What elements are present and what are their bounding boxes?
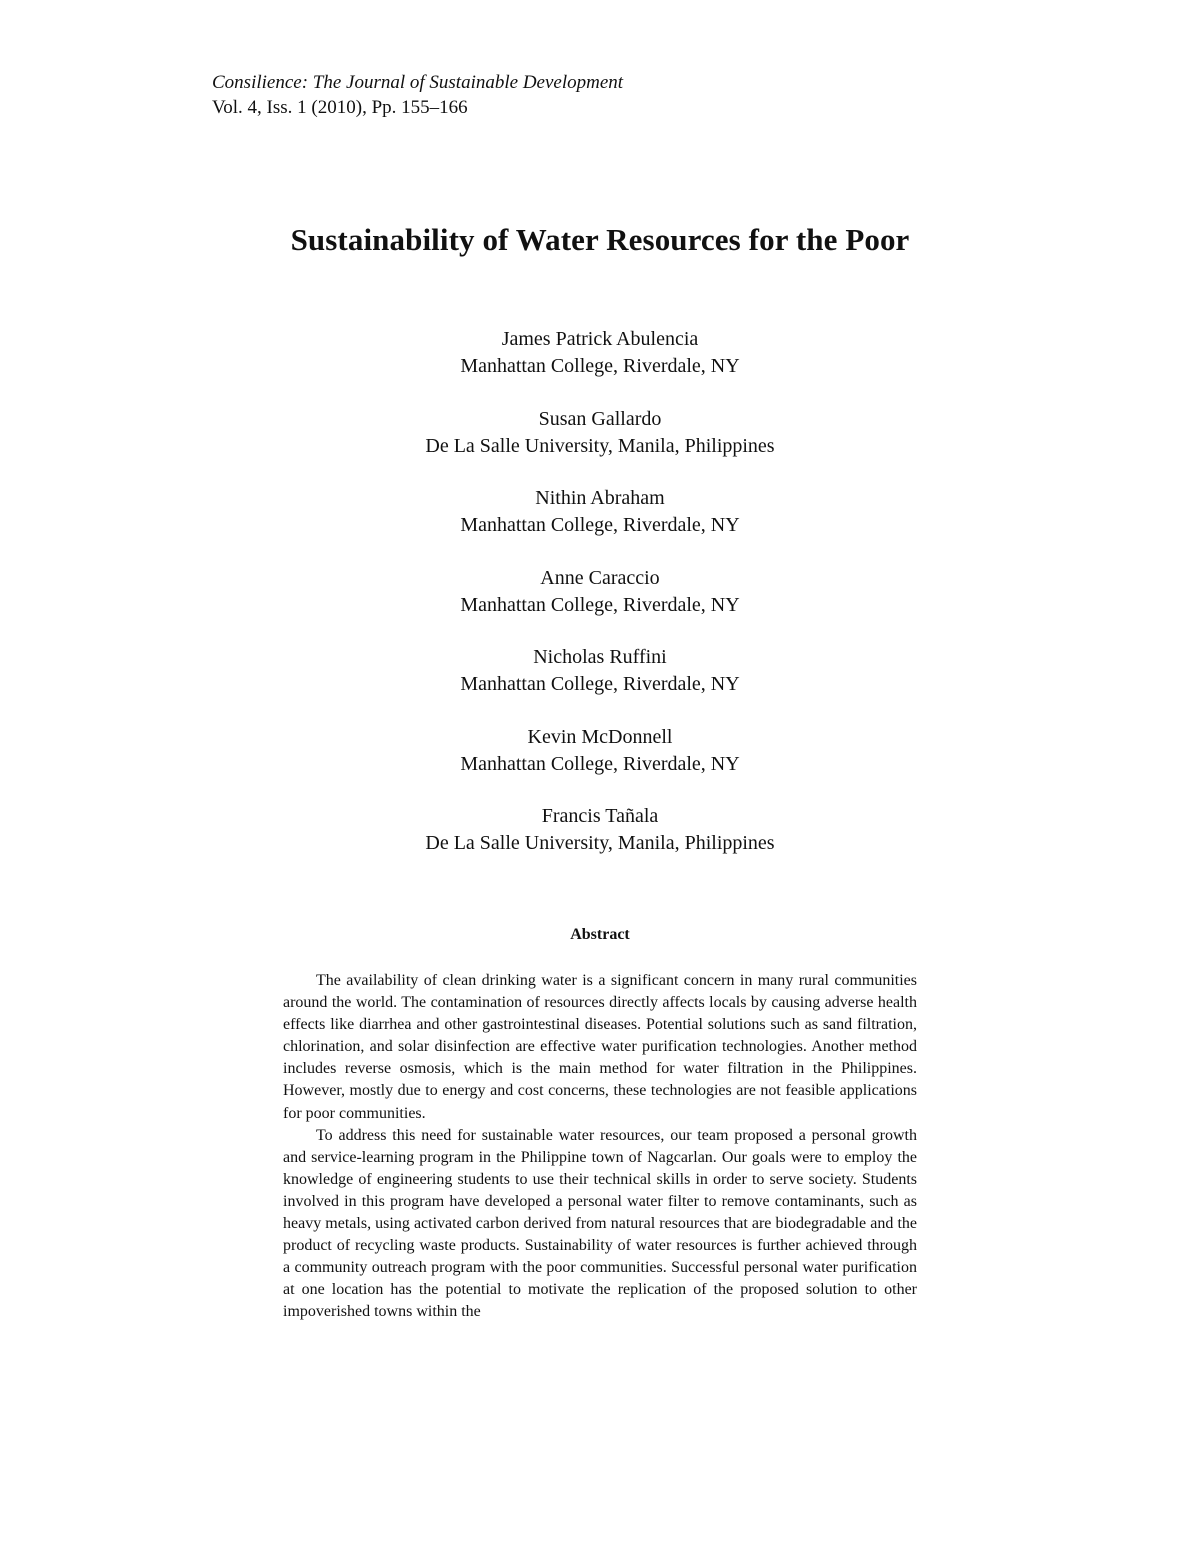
author-affiliation: De La Salle University, Manila, Philippines xyxy=(425,832,775,854)
author-name: Nicholas Ruffini xyxy=(533,646,667,668)
author-block xyxy=(0,724,1200,804)
author-name: Susan Gallardo xyxy=(538,407,662,430)
author-name: Anne Caraccio xyxy=(540,566,660,589)
journal-header xyxy=(212,70,623,120)
paper-title: Sustainability of Water Resources for the Poor xyxy=(290,222,910,257)
author-affiliation: Manhattan College, Riverdale, NY xyxy=(460,355,740,377)
author-block xyxy=(0,803,1200,883)
author-affiliation: De La Salle University, Manila, Philippines xyxy=(425,434,775,457)
author-name: Kevin McDonnell xyxy=(527,725,673,748)
author-name: Francis Tañala xyxy=(541,805,659,827)
abstract-paragraph: The availability of clean drinking water is a significant concern in many rural communities around the world. The contamination of resources directly affects locals by causing adverse health effects like diarrhea and other gastrointestinal diseases. Potential solutions such as sand filtration, chlorination, and solar disinfection are effective water purification technologies. Another method includes reverse osmosis, which is the main method for water filtration in the Philippines. However, mostly due to energy and cost concerns, these technologies are not feasible applications for poor communities. xyxy=(283,972,917,1122)
author-affiliation: Manhattan College, Riverdale, NY xyxy=(460,752,740,775)
author-block xyxy=(0,565,1200,645)
author-affiliation: Manhattan College, Riverdale, NY xyxy=(460,593,740,616)
abstract-body xyxy=(283,970,917,1324)
author-block xyxy=(0,644,1200,724)
author-affiliation: Manhattan College, Riverdale, NY xyxy=(460,514,740,536)
author-block xyxy=(0,485,1200,565)
abstract-paragraph: To address this need for sustainable water resources, our team proposed a personal growth and service-learning program in the Philippine town of Nagcarlan. Our goals were to employ the knowledge of engineering students to use their technical skills in order to serve society. Students involved in this program have developed a personal water filter to remove contaminants, such as heavy metals, using activated carbon derived from natural resources that are biodegradable and the product of recycling waste products. Sustainability of water resources is further achieved through a community outreach program with the poor communities. Successful personal water purification at one location has the potential to motivate the replication of the proposed solution to other impoverished towns within the xyxy=(283,1126,917,1321)
author-name: James Patrick Abulencia xyxy=(501,328,699,350)
author-list xyxy=(0,326,1200,883)
author-block xyxy=(0,326,1200,406)
author-block xyxy=(0,406,1200,486)
abstract-heading: Abstract xyxy=(570,926,630,943)
journal-citation: Vol. 4, Iss. 1 (2010), Pp. 155–166 xyxy=(212,97,468,118)
author-affiliation: Manhattan College, Riverdale, NY xyxy=(460,673,740,695)
author-name: Nithin Abraham xyxy=(535,487,665,509)
journal-name: Consilience: The Journal of Sustainable Development xyxy=(212,72,624,93)
